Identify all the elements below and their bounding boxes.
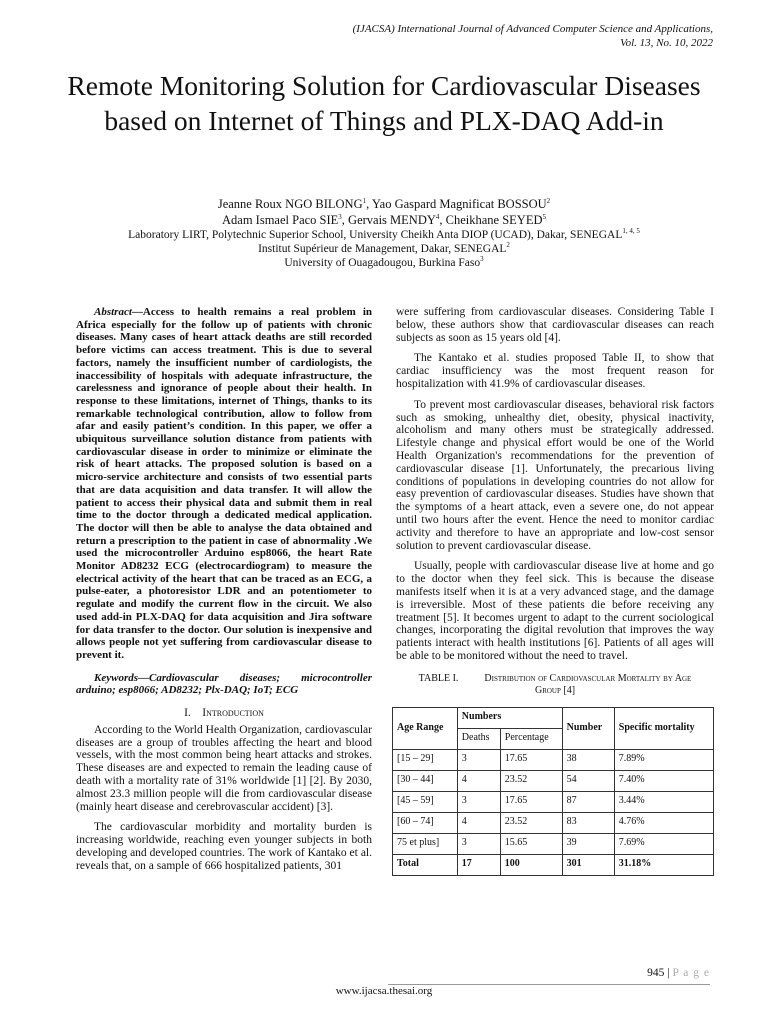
author-name: , Gervais MENDY: [341, 213, 436, 227]
header-numbers: Numbers: [457, 707, 562, 728]
header-specific-mortality: Specific mortality: [614, 707, 713, 749]
table-cell: [60 – 74]: [393, 812, 458, 833]
table-cell: 31.18%: [614, 854, 713, 875]
page-word: P a g e: [672, 967, 710, 979]
table-cell: 3: [457, 749, 500, 770]
table-cell: 39: [562, 833, 614, 854]
table-cell: 17.65: [500, 749, 562, 770]
paper-title: Remote Monitoring Solution for Cardiovascular Diseases based on Internet of Things and PLX-DAQ Add-in: [67, 70, 701, 136]
table-cell: 17.65: [500, 791, 562, 812]
journal-volume: Vol. 13, No. 10, 2022: [620, 37, 713, 49]
table-cell: 100: [500, 854, 562, 875]
table-cell: 83: [562, 812, 614, 833]
footer-url: www.ijacsa.thesai.org: [335, 985, 433, 997]
table-cell: 75 et plus]: [393, 833, 458, 854]
header-percentage: Percentage: [500, 728, 562, 749]
author-name: , Yao Gaspard Magnificat BOSSOU: [366, 197, 547, 211]
table-row: [393, 749, 714, 770]
section-number: I.: [184, 707, 191, 720]
affiliation-marker: 1: [362, 196, 367, 205]
paragraph: To prevent most cardiovascular diseases, behavioral risk factors such as smoking, unhealthy diet, obesity, physical inactivity, alcoholism and many others must be strategically addressed. Lifestyle change and physical effort would be one of the World Health Organization's recommendations for the prevention of cardiovascular disease [1]. Unfortunately, the precarious living conditions of populations in developing countries do not allow for easy prevention of cardiovascular diseases. Studies have shown that the symptoms of a heart attack, even a severe one, do not appear until two hours after the event. Hence the need to monitor cardiac activity and therefore to have an appropriate and low-cost sensor solution to prevent cardiovascular disease.: [396, 398, 714, 552]
header-deaths: Deaths: [457, 728, 500, 749]
affiliation-text: Institut Supérieur de Management, Dakar, SENEGAL: [258, 243, 507, 255]
table-cell: [30 – 44]: [393, 770, 458, 791]
table-title-line2: Group [4]: [534, 684, 576, 696]
table-row: [393, 833, 714, 854]
journal-name: (IJACSA) International Journal of Advanced Computer Science and Applications,: [352, 23, 713, 35]
table-cell: 87: [562, 791, 614, 812]
table-cell: 54: [562, 770, 614, 791]
table-cell: 7.40%: [614, 770, 713, 791]
page-number-value: 945: [647, 967, 665, 979]
affiliation-marker: 3: [480, 255, 484, 264]
table-caption: [396, 673, 714, 697]
page-separator: |: [664, 967, 673, 979]
author-name: , Cheikhane SEYED: [439, 213, 543, 227]
table-header-row: [393, 707, 714, 728]
table-total-row: [393, 854, 714, 875]
paragraph-continuation: were suffering from cardiovascular diseases. Considering Table I below, these authors show that cardiovascular diseases can reach subjects as soon as 15 years old [4].: [396, 306, 714, 344]
right-column: [396, 306, 714, 876]
affiliation-2: [40, 242, 728, 256]
affiliation-marker: 5: [542, 212, 546, 221]
table-cell: 23.52: [500, 812, 562, 833]
author-name: Jeanne Roux NGO BILONG: [217, 197, 363, 211]
page-number: [647, 967, 710, 979]
left-column: [76, 306, 372, 881]
paragraph: Usually, people with cardiovascular disease live at home and go to the doctor when they feel sick. This is because the disease manifests itself when it is at a very advanced stage, and the damage is irreversible. Most of these patients die before receiving any treatment [5]. It becomes urgent to adapt to the current sociological changes, incorporating the digital revolution that improves the way patients interact with health institutions [6]. Patients of all ages will be able to be monitored without the need to travel.: [396, 560, 714, 662]
table-cell: 301: [562, 854, 614, 875]
table-title: Distribution of Cardiovascular Mortality by Age: [484, 672, 692, 684]
paragraph: The Kantako et al. studies proposed Table II, to show that cardiac insufficiency was the most frequent reason for hospitalization with 41.9% of cardiovascular diseases.: [396, 352, 714, 390]
affiliation-text: Laboratory LIRT, Polytechnic Superior School, University Cheikh Anta DIOP (UCAD), Dakar, SENEGAL: [128, 229, 623, 241]
table-row: [393, 770, 714, 791]
affiliation-marker: 2: [546, 196, 551, 205]
author-name: Adam Ismael Paco SIE: [222, 213, 339, 227]
table-cell: 38: [562, 749, 614, 770]
paragraph: According to the World Health Organization, cardiovascular diseases are a group of troubles affecting the heart and blood vessels, with the most common being heart attacks and strokes. These diseases are and expected to remain the leading cause of death with a mortality rate of 31% worldwide [1] [2]. By 2030, almost 23.3 million people will die from cardiovascular disease (mainly heart disease and cerebrovascular accident) [3].: [76, 723, 372, 813]
table-cell: 3.44%: [614, 791, 713, 812]
author-line-1: [40, 196, 728, 212]
table-cell: 7.89%: [614, 749, 713, 770]
journal-header: [353, 22, 713, 50]
affiliation-marker: 3: [338, 212, 342, 221]
affiliation-1: [40, 228, 728, 242]
paragraph: The cardiovascular morbidity and mortality burden is increasing worldwide, reaching even younger subjects in both developing and developed countries. The work of Kantako et al. reveals that, on a sample of 666 hospitalized patients, 301: [76, 821, 372, 872]
affiliation-3: [40, 256, 728, 270]
affiliation-text: University of Ouagadougou, Burkina Faso: [284, 257, 481, 269]
affiliation-marker: 4: [435, 212, 440, 221]
table-cell: 4.76%: [614, 812, 713, 833]
table-row: [393, 812, 714, 833]
abstract-label: Abstract: [94, 306, 132, 318]
table-cell: 3: [457, 833, 500, 854]
header-number: Number: [562, 707, 614, 749]
section-heading: [76, 707, 372, 720]
table-cell: 15.65: [500, 833, 562, 854]
table-cell: 17: [457, 854, 500, 875]
table-cell: [45 – 59]: [393, 791, 458, 812]
author-line-2: [40, 212, 728, 228]
keywords: Keywords—Cardiovascular diseases; microcontroller arduino; esp8066; AD8232; Plx-DAQ; IoT; ECG: [76, 671, 372, 697]
abstract: [76, 306, 372, 662]
table-number: TABLE I.: [418, 672, 459, 684]
header-age-range: Age Range: [393, 707, 458, 749]
table-cell: Total: [393, 854, 458, 875]
mortality-table: [392, 707, 714, 876]
table-cell: 7.69%: [614, 833, 713, 854]
table-row: [393, 791, 714, 812]
table-cell: 23.52: [500, 770, 562, 791]
section-title: Introduction: [202, 707, 264, 720]
table-cell: 4: [457, 812, 500, 833]
author-block: [40, 196, 728, 270]
affiliation-marker: 2: [506, 241, 510, 250]
abstract-text: —Access to health remains a real problem in Africa especially for the follow up of patients with chronic diseases. Many cases of heart attack deaths are still recorded before victims can access treatment. This is due to several factors, namely the insufficient number of cardiologists, the inaccessibility of hospitals with adequate infrastructure, the carelessness and ignorance of people about their health. In response to these limitations, internet of Things, thanks to its remarkable technological contribution, allow to follow from afar and easily patient’s condition. In this paper, we offer a ubiquitous surveillance solution distance from patients with cardiovascular disease in order to minimize or eliminate the risk of heart attacks. The proposed solution is based on a micro-service architecture and consists of two essential parts that are data acquisition and data transfer. It will allow the patient to access their physical data and submit them in real time to the doctor through a dedicated medical application. The doctor will then be able to analyse the data obtained and return a prescription to the patient in case of abnormality .We used the microcontroller Arduino esp8066, the heart Rate Monitor AD8232 ECG (electrocardiogram) to measure the electrical activity of the heart that can be traced as an ECG, a pulse-eater, a photoresistor LDR and an potentiometer to regulate and modify the current flow in the circuit. We also used add-in PLX-DAQ for data acquisition and Jira software for data transfer to the doctor. Our solution is inexpensive and allows people not yet suffering from cardiovascular disease to prevent it.: [76, 306, 372, 661]
table-cell: [15 – 29]: [393, 749, 458, 770]
table-cell: 4: [457, 770, 500, 791]
table-cell: 3: [457, 791, 500, 812]
affiliation-marker: 1, 4, 5: [622, 227, 640, 236]
